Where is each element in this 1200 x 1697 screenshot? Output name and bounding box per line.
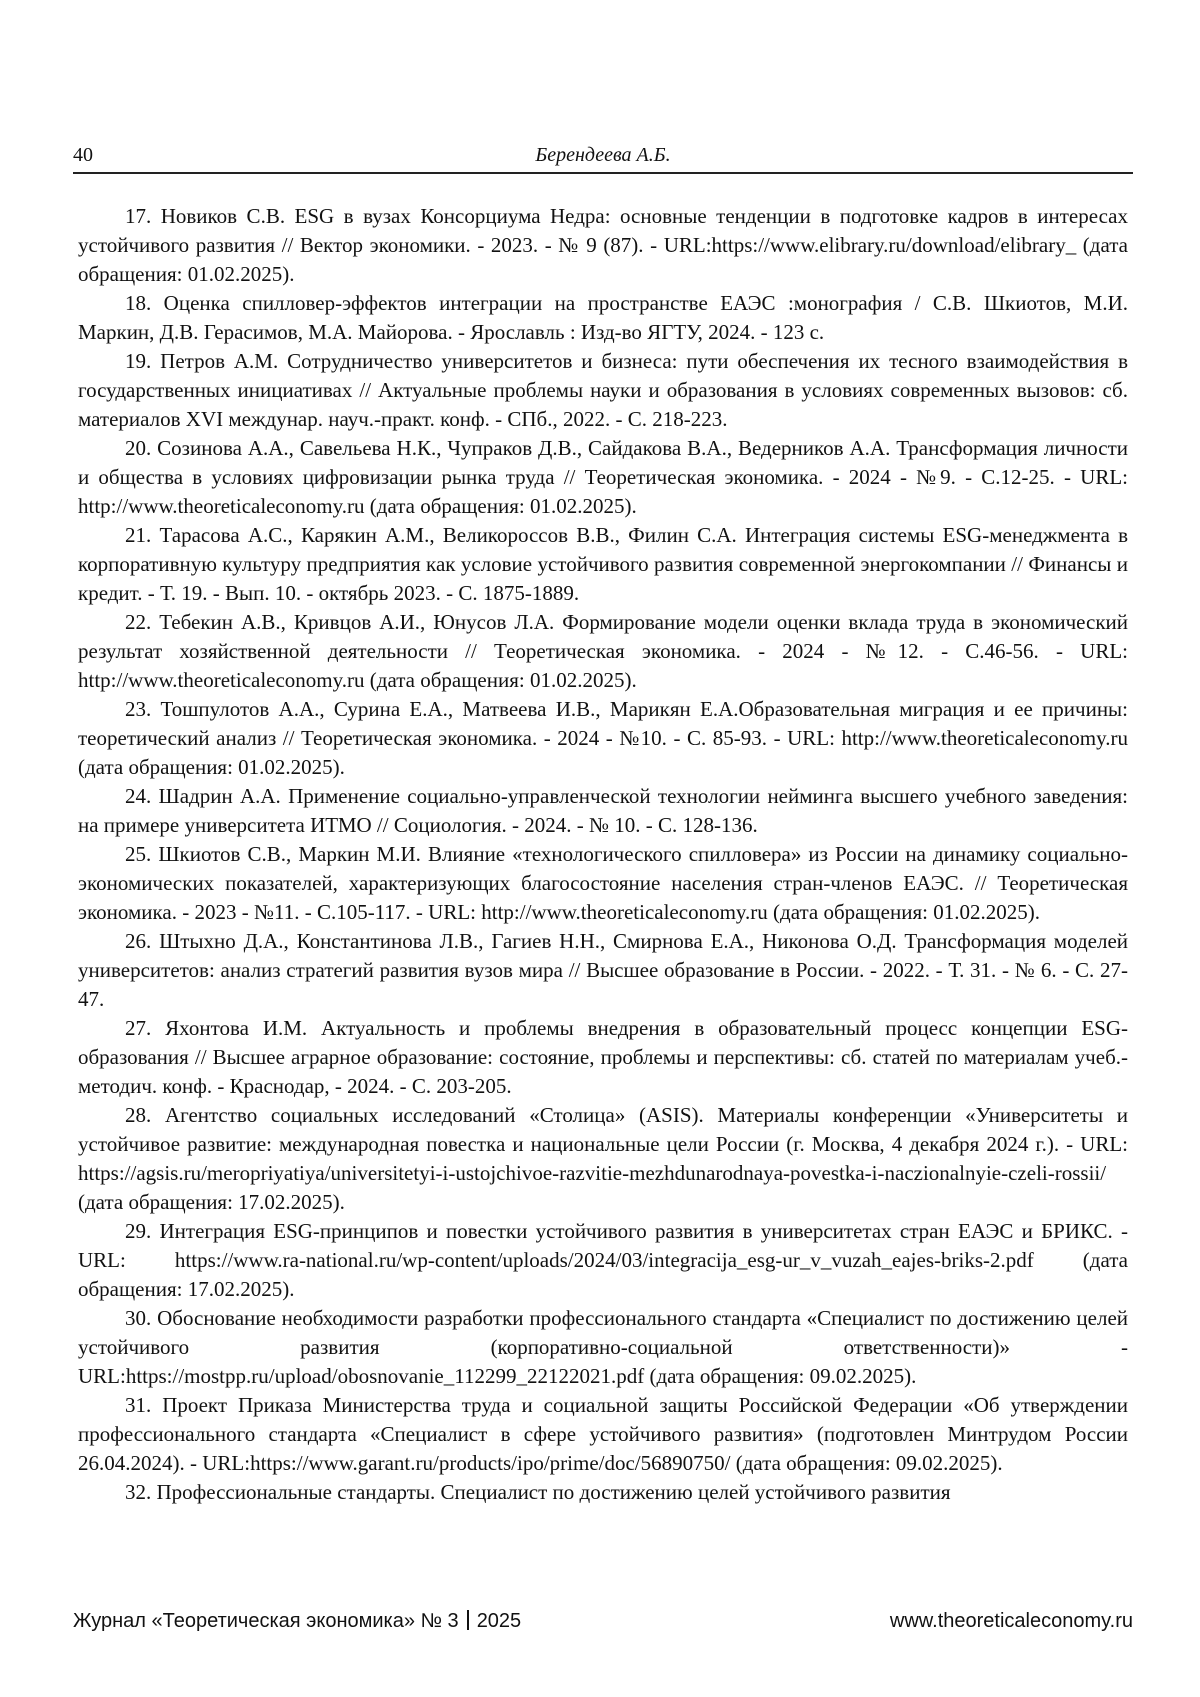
reference-item bbox=[78, 289, 1128, 347]
reference-text: Профессиональные стандарты. Специалист по достижению целей устойчивого развития bbox=[156, 1480, 951, 1504]
reference-text: Интеграция ESG-принципов и повестки устойчивого развития в университетах стран ЕАЭС и БРИКС. - URL: https://www.ra-national.ru/wp-content/uploads/2024/03/integracija_esg-ur_v_vuzah_eajes-briks-2.pdf (дата обращения: 17.02.2025). bbox=[78, 1219, 1128, 1301]
reference-number: 22. bbox=[125, 610, 152, 634]
reference-item bbox=[78, 1217, 1128, 1304]
reference-number: 21. bbox=[125, 523, 152, 547]
footer-separator bbox=[467, 1610, 469, 1630]
reference-number: 20. bbox=[125, 436, 152, 460]
journal-name: Журнал «Теоретическая экономика» № 3 bbox=[73, 1610, 459, 1632]
reference-text: Проект Приказа Министерства труда и социальной защиты Российской Федерации «Об утверждении профессионального стандарта «Специалист в сфере устойчивого развития» (подготовлен Минтрудом России 26.04.2024). - URL:https://www.garant.ru/products/ipo/prime/doc/56890750/ (дата обращения: 09.02.2025). bbox=[78, 1393, 1129, 1475]
reference-text: Шкиотов С.В., Маркин М.И. Влияние «технологического спилловера» из России на динамику социально- экономических показателей, характеризующих благосостояние населения стран-членов ЕАЭС. // Теоретическая экономика. - 2023 - №11. - С.105-117. - URL: http://www.theoreticaleconomy.ru (дата обращения: 01.02.2025). bbox=[78, 842, 1129, 924]
reference-text: Оценка спилловер-эффектов интеграции на пространстве ЕАЭС :монография / С.В. Шкиотов, М.И. Маркин, Д.В. Герасимов, М.А. Майорова. - Ярославль : Изд-во ЯГТУ, 2024. - 123 с. bbox=[78, 291, 1129, 344]
reference-text: Штыхно Д.А., Константинова Л.В., Гагиев Н.Н., Смирнова Е.А., Никонова О.Д. Трансформация моделей университетов: анализ стратегий развития вузов мира // Высшее образование в России. - 2022. - Т. 31. - № 6. - С. 27-47. bbox=[78, 929, 1129, 1011]
reference-number: 23. bbox=[125, 697, 152, 721]
reference-item bbox=[78, 1014, 1128, 1101]
reference-number: 30. bbox=[125, 1306, 152, 1330]
reference-text: Шадрин А.А. Применение социально-управленческой технологии нейминга высшего учебного заведения: на примере университета ИТМО // Социология. - 2024. - № 10. - С. 128-136. bbox=[78, 784, 1129, 837]
reference-text: Тебекин А.В., Кривцов А.И., Юнусов Л.А. Формирование модели оценки вклада труда в экономический результат хозяйственной деятельности // Теоретическая экономика. - 2024 - №12. - С.46-56. - URL: http://www.theoreticaleconomy.ru (дата обращения: 01.02.2025). bbox=[78, 610, 1129, 692]
reference-item bbox=[78, 1101, 1128, 1217]
running-title: Берендеева А.Б. bbox=[535, 144, 671, 166]
reference-number: 26. bbox=[125, 929, 152, 953]
reference-number: 28. bbox=[125, 1103, 152, 1127]
reference-text: Петров А.М. Сотрудничество университетов и бизнеса: пути обеспечения их тесного взаимодействия в государственных инициативах // Актуальные проблемы науки и образования в условиях современных вызовов: сб. материалов XVI междунар. науч.-практ. конф. - СПб., 2022. - С. 218-223. bbox=[78, 349, 1129, 431]
reference-item bbox=[78, 1391, 1128, 1478]
reference-item bbox=[78, 434, 1128, 521]
reference-text: Тошпулотов А.А., Сурина Е.А., Матвеева И.В., Марикян Е.А.Образовательная миграция и ее причины: теоретический анализ // Теоретическая экономика. - 2024 - №10. - С. 85-93. - URL: http://www.theoreticaleconomy.ru (дата обращения: 01.02.2025). bbox=[78, 697, 1129, 779]
website-link[interactable]: www.theoreticaleconomy.ru bbox=[889, 1610, 1133, 1632]
reference-item bbox=[78, 608, 1128, 695]
reference-number: 19. bbox=[125, 349, 152, 373]
reference-text: Обоснование необходимости разработки профессионального стандарта «Специалист по достижению целей устойчивого развития (корпоративно-социальной ответственности)» - URL:https://mostpp.ru/upload/obosnovanie_112299_22122021.pdf (дата обращения: 09.02.2025). bbox=[78, 1306, 1129, 1388]
reference-text: Агентство социальных исследований «Столица» (ASIS). Материалы конференции «Университеты и устойчивое развитие: международная повестка и национальные цели России (г. Москва, 4 декабря 2024 г.). - URL: https://agsis.ru/meropriyatiya/universitetyi-i-ustojchivoe-razvitie-mezhdunarodnaya-povestka-i-naczionalnyie-czeli-rossii/ (дата обращения: 17.02.2025). bbox=[78, 1103, 1129, 1214]
reference-number: 31. bbox=[125, 1393, 152, 1417]
page-header bbox=[73, 142, 1133, 174]
reference-text: Тарасова А.С., Карякин А.М., Великороссов В.В., Филин С.А. Интеграция системы ESG-менеджмента в корпоративную культуру предприятия как условие устойчивого развития современной энергокомпании // Финансы и кредит. - Т. 19. - Вып. 10. - октябрь 2023. - С. 1875-1889. bbox=[78, 523, 1128, 605]
reference-number: 32. bbox=[125, 1480, 152, 1504]
reference-number: 24. bbox=[125, 784, 152, 808]
reference-text: Яхонтова И.М. Актуальность и проблемы внедрения в образовательный процесс концепции ESG-образования // Высшее аграрное образование: состояние, проблемы и перспективы: сб. статей по материалам учеб.-методич. конф. - Краснодар, - 2024. - С. 203-205. bbox=[78, 1016, 1129, 1098]
journal-year: 2025 bbox=[476, 1610, 522, 1632]
reference-item bbox=[78, 840, 1128, 927]
reference-item bbox=[78, 695, 1128, 782]
reference-number: 17. bbox=[125, 204, 152, 228]
reference-list bbox=[78, 202, 1128, 1507]
reference-text: Новиков С.В. ESG в вузах Консорциума Недра: основные тенденции в подготовке кадров в интересах устойчивого развития // Вектор экономики. - 2023. - № 9 (87). - URL:https://www.elibrary.ru/download/elibrary_ (дата обращения: 01.02.2025). bbox=[78, 204, 1128, 286]
reference-text: Созинова А.А., Савельева Н.К., Чупраков Д.В., Сайдакова В.А., Ведерников А.А. Трансформация личности и общества в условиях цифровизации рынка труда // Теоретическая экономика. - 2024 - №9. - С.12-25. - URL: http://www.theoreticaleconomy.ru (дата обращения: 01.02.2025). bbox=[78, 436, 1128, 518]
reference-number: 27. bbox=[125, 1016, 152, 1040]
reference-item bbox=[78, 782, 1128, 840]
reference-item bbox=[78, 202, 1128, 289]
journal-info bbox=[73, 1608, 521, 1634]
reference-item bbox=[78, 1478, 1128, 1507]
reference-item bbox=[78, 347, 1128, 434]
reference-number: 29. bbox=[125, 1219, 152, 1243]
reference-item bbox=[78, 1304, 1128, 1391]
page-number: 40 bbox=[73, 144, 93, 166]
reference-item bbox=[78, 927, 1128, 1014]
reference-item bbox=[78, 521, 1128, 608]
reference-number: 18. bbox=[125, 291, 152, 315]
reference-number: 25. bbox=[125, 842, 152, 866]
page-footer bbox=[73, 1608, 1133, 1638]
